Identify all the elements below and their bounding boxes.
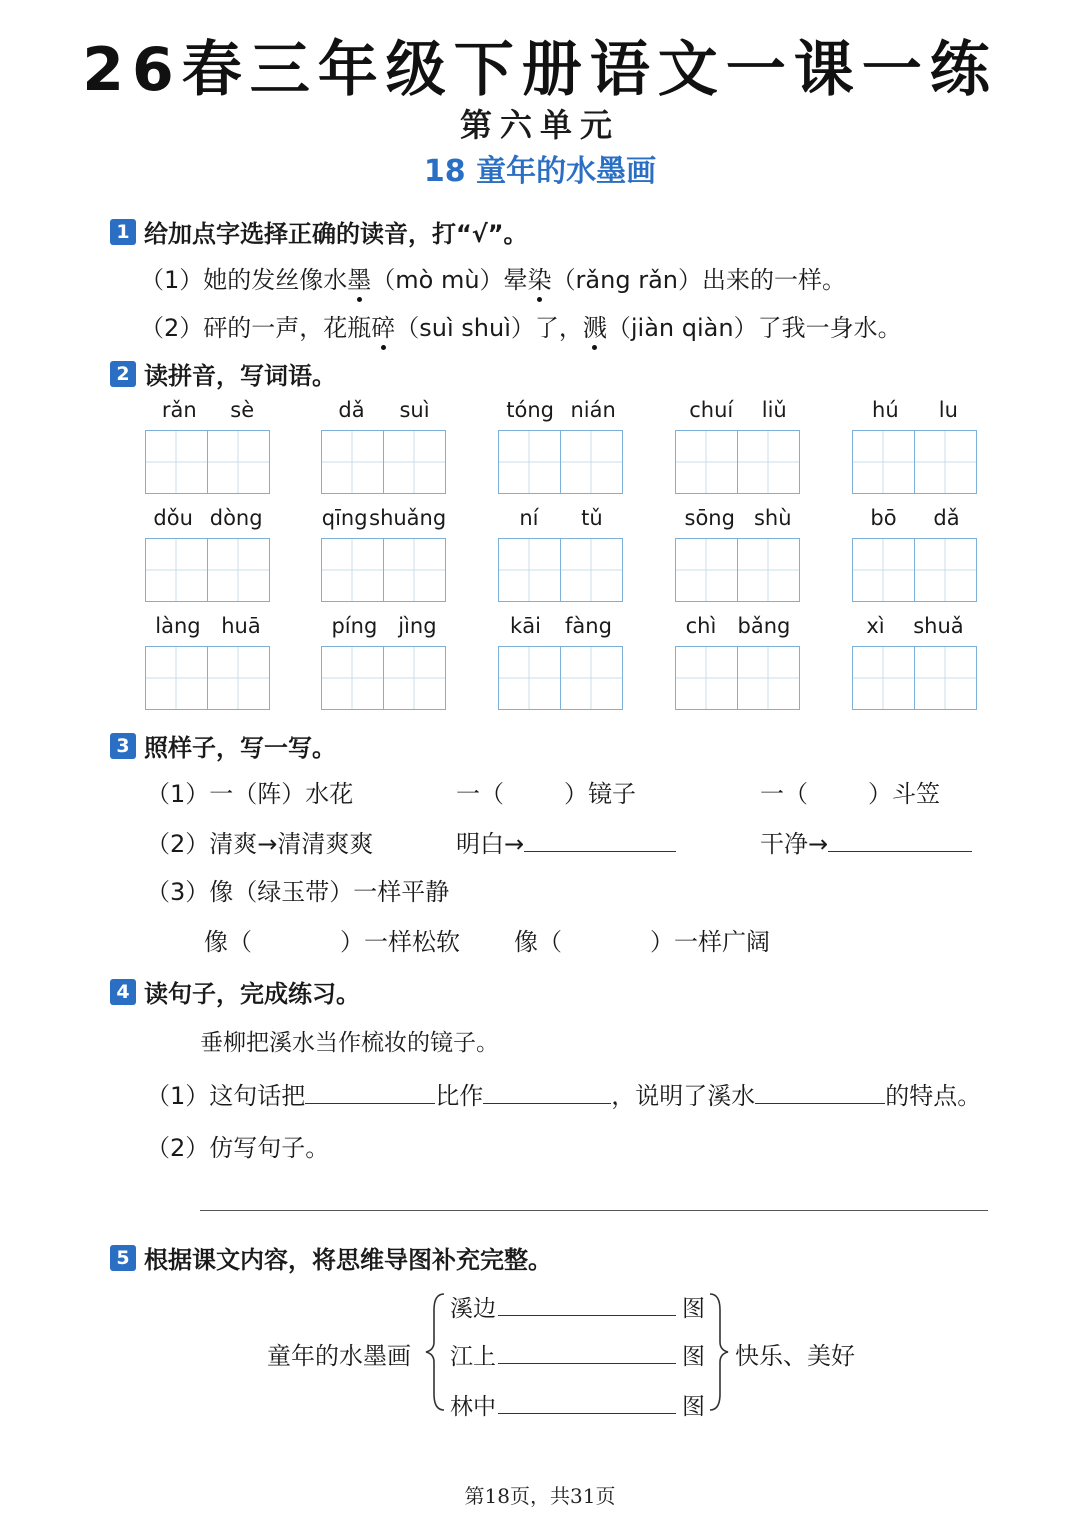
pinyin-syllable: hú <box>872 398 899 422</box>
pinyin-label <box>852 398 978 424</box>
pinyin-word-1 <box>145 398 271 494</box>
text-segment: ）斗笠 <box>868 780 940 808</box>
dotted-char: 碎 <box>371 314 396 342</box>
pinyin-label <box>852 506 978 532</box>
pinyin-syllable: dǎ <box>933 506 960 530</box>
mindmap-item-label: 林中 <box>450 1394 496 1420</box>
character-box[interactable] <box>498 538 561 602</box>
pinyin-syllable: xì <box>866 614 885 638</box>
character-box[interactable] <box>675 646 738 710</box>
text-segment: 像（ <box>204 928 252 956</box>
character-box[interactable] <box>915 430 977 494</box>
text-segment: ）一样松软 <box>340 928 460 956</box>
left-brace-icon <box>420 1290 450 1415</box>
question-5-title: 根据课文内容，将思维导图补充完整。 <box>144 1246 552 1274</box>
character-box[interactable] <box>145 646 208 710</box>
text-segment: 明白→ <box>456 830 525 858</box>
writing-boxes <box>498 538 624 602</box>
pinyin-syllable: dǎ <box>338 398 365 422</box>
pinyin-syllable: sōng <box>684 506 735 530</box>
pinyin-syllable: fàng <box>565 614 612 638</box>
pinyin-syllable: dòng <box>209 506 263 530</box>
character-box[interactable] <box>145 430 208 494</box>
writing-boxes <box>675 430 801 494</box>
lesson-title: 18 童年的水墨画 <box>423 154 657 189</box>
pinyin-word-3 <box>498 398 624 494</box>
writing-boxes <box>852 430 978 494</box>
pinyin-word-7 <box>321 506 447 602</box>
page-title: 26春三年级下册语文一课一练 <box>82 35 998 105</box>
question-number-badge: 3 <box>110 733 136 759</box>
text-segment: ，说明了溪水 <box>611 1082 756 1110</box>
character-box[interactable] <box>561 430 623 494</box>
question-1-title: 给加点字选择正确的读音，打“√”。 <box>144 220 528 248</box>
pinyin-word-11 <box>145 614 271 710</box>
q4-sub-1[interactable] <box>146 1076 981 1111</box>
q3-blank-ganjing[interactable] <box>760 824 972 859</box>
q3-example-1: （1）一（阵）水花 <box>146 780 354 808</box>
text-segment: 像（ <box>514 928 562 956</box>
text-segment: 一（ <box>760 780 808 808</box>
mindmap-root: 童年的水墨画 <box>267 1342 411 1370</box>
question-1-heading <box>110 214 528 249</box>
mindmap-item-suffix: 图 <box>682 1394 705 1420</box>
character-box[interactable] <box>915 538 977 602</box>
mindmap-item-1[interactable] <box>450 1290 705 1323</box>
answer-line[interactable] <box>828 827 972 852</box>
character-box[interactable] <box>561 646 623 710</box>
dotted-char: 墨 <box>347 266 372 294</box>
character-box[interactable] <box>915 646 977 710</box>
character-box[interactable] <box>675 430 738 494</box>
text-segment: ）一样广阔 <box>650 928 770 956</box>
pinyin-syllable: kāi <box>510 614 541 638</box>
question-1-line-2 <box>140 308 902 343</box>
question-4-title: 读句子，完成练习。 <box>144 980 360 1008</box>
writing-boxes <box>675 538 801 602</box>
dotted-char: 溅 <box>582 314 607 342</box>
pinyin-syllable: nián <box>570 398 616 422</box>
character-box[interactable] <box>321 430 384 494</box>
question-1-line-1 <box>140 260 846 295</box>
pinyin-label <box>498 398 624 424</box>
character-box[interactable] <box>852 430 915 494</box>
pinyin-syllable: shuǎ <box>913 614 964 638</box>
unit-title: 第六单元 <box>459 106 620 144</box>
writing-boxes <box>321 430 447 494</box>
character-box[interactable] <box>498 430 561 494</box>
pinyin-syllable: qīng <box>321 506 368 530</box>
pinyin-label <box>852 614 978 640</box>
q3-example-3: （3）像（绿玉带）一样平静 <box>146 878 450 906</box>
writing-boxes <box>145 430 271 494</box>
character-box[interactable] <box>321 646 384 710</box>
text-segment: ）镜子 <box>564 780 636 808</box>
pinyin-word-15 <box>852 614 978 710</box>
pinyin-syllable: huā <box>221 614 261 638</box>
mindmap-item-label: 溪边 <box>450 1296 496 1322</box>
mindmap-item-suffix: 图 <box>682 1296 705 1322</box>
pinyin-label <box>321 614 447 640</box>
text-segment: 一（ <box>456 780 504 808</box>
answer-line[interactable] <box>498 1340 676 1364</box>
q3-blank-mirror[interactable] <box>456 774 636 809</box>
pinyin-syllable: ní <box>519 506 539 530</box>
pinyin-syllable: tǔ <box>581 506 603 530</box>
answer-line[interactable] <box>498 1292 676 1316</box>
pinyin-syllable: lu <box>938 398 958 422</box>
pinyin-label <box>675 506 801 532</box>
pinyin-syllable: chuí <box>689 398 734 422</box>
pinyin-label <box>675 398 801 424</box>
dotted-char: 染 <box>527 266 552 294</box>
text-segment: （mò mù）晕 <box>371 266 528 294</box>
pinyin-syllable: làng <box>155 614 201 638</box>
writing-boxes <box>498 646 624 710</box>
writing-boxes <box>498 430 624 494</box>
pinyin-syllable: liǔ <box>761 398 787 422</box>
pinyin-word-2 <box>321 398 447 494</box>
answer-line[interactable] <box>483 1079 611 1104</box>
right-brace-icon <box>704 1290 734 1415</box>
mindmap-item-suffix: 图 <box>682 1344 705 1370</box>
q4-sentence: 垂柳把溪水当作梳妆的镜子。 <box>200 1030 499 1056</box>
q3-blank-mingbai[interactable] <box>456 824 676 859</box>
character-box[interactable] <box>384 538 446 602</box>
pinyin-syllable: chì <box>685 614 717 638</box>
pinyin-word-9 <box>675 506 801 602</box>
pinyin-syllable: rǎn <box>161 398 197 422</box>
character-box[interactable] <box>738 646 800 710</box>
q3-blank-guangkuo[interactable] <box>514 922 770 957</box>
answer-line[interactable] <box>755 1079 885 1104</box>
pinyin-syllable: píng <box>331 614 378 638</box>
question-5-heading <box>110 1240 552 1275</box>
text-segment: （rǎng rǎn）出来的一样。 <box>551 266 846 294</box>
question-2-heading <box>110 356 336 391</box>
character-box[interactable] <box>738 538 800 602</box>
mindmap-item-2[interactable] <box>450 1338 705 1371</box>
character-box[interactable] <box>852 538 915 602</box>
question-3-heading <box>110 728 336 763</box>
answer-line[interactable] <box>305 1079 435 1104</box>
pinyin-word-5 <box>852 398 978 494</box>
question-number-badge: 1 <box>110 219 136 245</box>
writing-boxes <box>675 646 801 710</box>
pinyin-syllable: bǎng <box>737 614 791 638</box>
pinyin-label <box>675 614 801 640</box>
writing-boxes <box>852 646 978 710</box>
pinyin-label <box>498 614 624 640</box>
mindmap-item-3[interactable] <box>450 1388 705 1421</box>
pinyin-label <box>498 506 624 532</box>
q3-blank-songruan[interactable] <box>204 922 460 957</box>
character-box[interactable] <box>384 646 446 710</box>
pinyin-word-13 <box>498 614 624 710</box>
text-segment: （jiàn qiàn）了我一身水。 <box>606 314 902 342</box>
writing-boxes <box>852 538 978 602</box>
question-4-heading <box>110 974 360 1009</box>
q4-writing-line[interactable] <box>200 1210 988 1211</box>
text-segment: （2）砰的一声，花瓶 <box>140 314 372 342</box>
pinyin-syllable: bō <box>870 506 897 530</box>
character-box[interactable] <box>208 430 270 494</box>
character-box[interactable] <box>145 538 208 602</box>
writing-boxes <box>321 646 447 710</box>
character-box[interactable] <box>561 538 623 602</box>
q3-example-2: （2）清爽→清清爽爽 <box>146 830 374 858</box>
answer-line[interactable] <box>524 827 676 852</box>
question-2-title: 读拼音，写词语。 <box>144 362 336 390</box>
text-segment: 干净→ <box>760 830 829 858</box>
pinyin-word-6 <box>145 506 271 602</box>
question-number-badge: 5 <box>110 1245 136 1271</box>
character-box[interactable] <box>675 538 738 602</box>
text-segment: 的特点。 <box>885 1082 982 1110</box>
pinyin-syllable: sè <box>230 398 255 422</box>
mindmap-item-label: 江上 <box>450 1344 496 1370</box>
question-number-badge: 4 <box>110 979 136 1005</box>
question-3-title: 照样子，写一写。 <box>144 734 336 762</box>
character-box[interactable] <box>208 646 270 710</box>
answer-line[interactable] <box>498 1390 676 1414</box>
character-box[interactable] <box>208 538 270 602</box>
character-box[interactable] <box>321 538 384 602</box>
pinyin-label <box>321 398 447 424</box>
mindmap-result: 快乐、美好 <box>735 1342 855 1370</box>
pinyin-label <box>321 506 447 532</box>
writing-boxes <box>145 646 271 710</box>
pinyin-word-8 <box>498 506 624 602</box>
question-number-badge: 2 <box>110 361 136 387</box>
pinyin-syllable: suì <box>399 398 430 422</box>
q3-blank-hat[interactable] <box>760 774 940 809</box>
pinyin-syllable: shuǎng <box>369 506 447 530</box>
pinyin-label <box>145 398 271 424</box>
text-segment: （1）这句话把 <box>146 1082 306 1110</box>
pinyin-word-12 <box>321 614 447 710</box>
character-box[interactable] <box>738 430 800 494</box>
pinyin-syllable: dǒu <box>153 506 193 530</box>
text-segment: （1）她的发丝像水 <box>140 266 348 294</box>
character-box[interactable] <box>852 646 915 710</box>
writing-boxes <box>321 538 447 602</box>
q4-sub-2: （2）仿写句子。 <box>146 1134 330 1162</box>
pinyin-word-14 <box>675 614 801 710</box>
pinyin-syllable: jìng <box>398 614 437 638</box>
character-box[interactable] <box>498 646 561 710</box>
pinyin-word-10 <box>852 506 978 602</box>
pinyin-label <box>145 506 271 532</box>
text-segment: 比作 <box>435 1082 484 1110</box>
writing-boxes <box>145 538 271 602</box>
page-footer: 第18页，共31页 <box>464 1484 616 1508</box>
pinyin-syllable: shù <box>753 506 792 530</box>
pinyin-syllable: tóng <box>506 398 554 422</box>
pinyin-label <box>145 614 271 640</box>
pinyin-word-4 <box>675 398 801 494</box>
character-box[interactable] <box>384 430 446 494</box>
text-segment: （suì shuì）了， <box>395 314 583 342</box>
